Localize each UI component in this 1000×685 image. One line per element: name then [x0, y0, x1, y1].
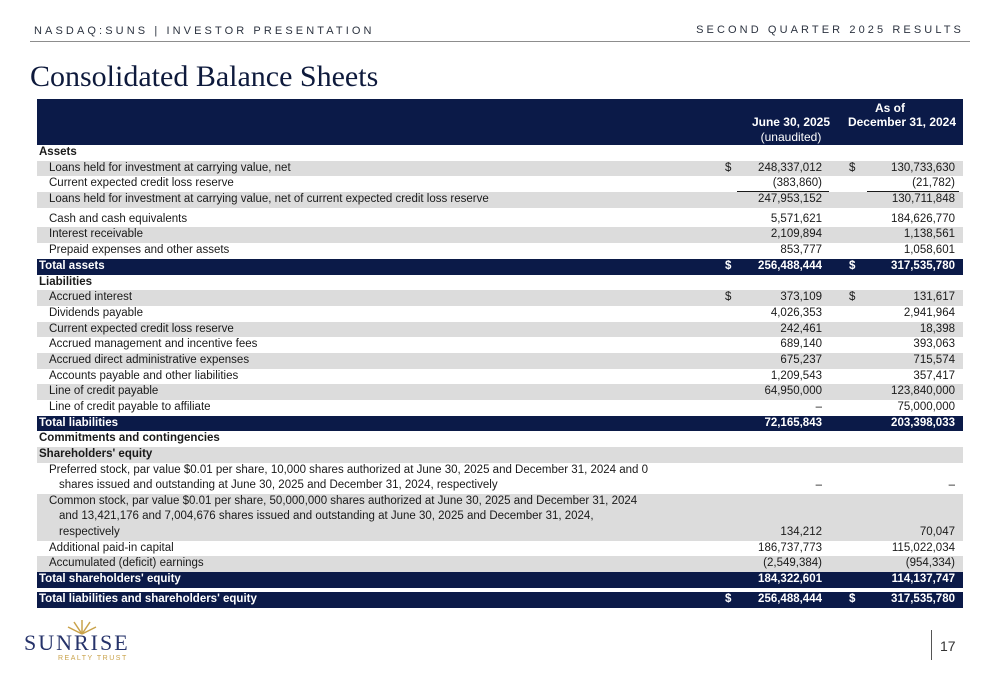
balance-sheet-table — [37, 99, 963, 608]
table-row: Loans held for investment at carrying value, net $ 248,337,012 $ 130,733,630 — [37, 161, 963, 177]
section-liabilities: Liabilities — [39, 275, 93, 288]
section-commitments: Commitments and contingencies — [39, 432, 220, 445]
table-row: Interest receivable 2,109,894 1,138,561 — [37, 227, 963, 243]
table-row: Accumulated (deficit) earnings (2,549,384) (954,334) — [37, 556, 963, 572]
table-row: Accounts payable and other liabilities 1,209,543 357,417 — [49, 369, 955, 382]
table-row: Common stock, par value $0.01 per share, 50,000,000 shares authorized at June 30, 2025 and December 31, 2024 and 13,421,176 and 7,004,676 shares issued and outstanding at June 30, 2025 and December 31, 2024, respectively 134,212 70,047 — [37, 494, 963, 541]
total-assets-row: Total assets $ 256,488,444 $ 317,535,780 — [37, 259, 963, 275]
total-equity-row: Total shareholders' equity 184,322,601 114,137,747 — [37, 572, 963, 588]
header-divider — [30, 41, 970, 42]
table-row: Accrued management and incentive fees 689,140 393,063 — [49, 338, 955, 351]
table-row: Line of credit payable 64,950,000 123,840,000 — [37, 384, 963, 400]
logo-wordmark: SUNRISE — [24, 630, 130, 655]
col-june-2025-sub: (unaudited) — [760, 130, 822, 144]
table-row: Accrued direct administrative expenses 675,237 715,574 — [37, 353, 963, 369]
section-assets: Assets — [39, 146, 77, 158]
logo-subtitle: REALTY TRUST — [58, 655, 128, 662]
table-row: Dividends payable 4,026,353 2,941,964 — [49, 306, 955, 319]
col-dec-2024: December 31, 2024 — [847, 115, 957, 129]
col-june-2025: June 30, 2025 — [751, 115, 831, 129]
table-row: Preferred stock, par value $0.01 per share, 10,000 shares authorized at June 30, 2025 and December 31, 2024 and 0 shares issued and outstanding at June 30, 2025 and December 31, 2024, respectively – – — [49, 463, 955, 492]
page-number-divider — [931, 630, 932, 660]
total-liabilities-equity-row: Total liabilities and shareholders' equity $ 256,488,444 $ 317,535,780 — [37, 592, 963, 608]
as-of-label: As of — [875, 101, 905, 115]
table-row: Prepaid expenses and other assets 853,777 1,058,601 — [49, 244, 955, 257]
table-row: Current expected credit loss reserve 242,461 18,398 — [37, 322, 963, 338]
table-header — [37, 99, 963, 145]
table-row: Accrued interest $ 373,109 $ 131,617 — [37, 290, 963, 306]
total-liabilities-row: Total liabilities 72,165,843 203,398,033 — [37, 416, 963, 432]
table-row: Additional paid-in capital 186,737,773 115,022,034 — [49, 541, 955, 554]
table-row: Loans held for investment at carrying value, net of current expected credit loss reserve 247,953,152 130,711,848 — [37, 192, 963, 208]
page-title: Consolidated Balance Sheets — [30, 60, 379, 93]
header-left: NASDAQ:SUNS | INVESTOR PRESENTATION — [34, 25, 375, 37]
header-right: SECOND QUARTER 2025 RESULTS — [696, 24, 964, 36]
page-number: 17 — [940, 638, 956, 654]
sunrise-logo — [24, 616, 139, 671]
table-row: Line of credit payable to affiliate – 75,000,000 — [49, 401, 955, 413]
section-equity: Shareholders' equity — [37, 447, 963, 463]
table-row: Cash and cash equivalents 5,571,621 184,626,770 — [49, 212, 955, 225]
table-row: Current expected credit loss reserve (383,860) (21,782) — [37, 176, 963, 192]
